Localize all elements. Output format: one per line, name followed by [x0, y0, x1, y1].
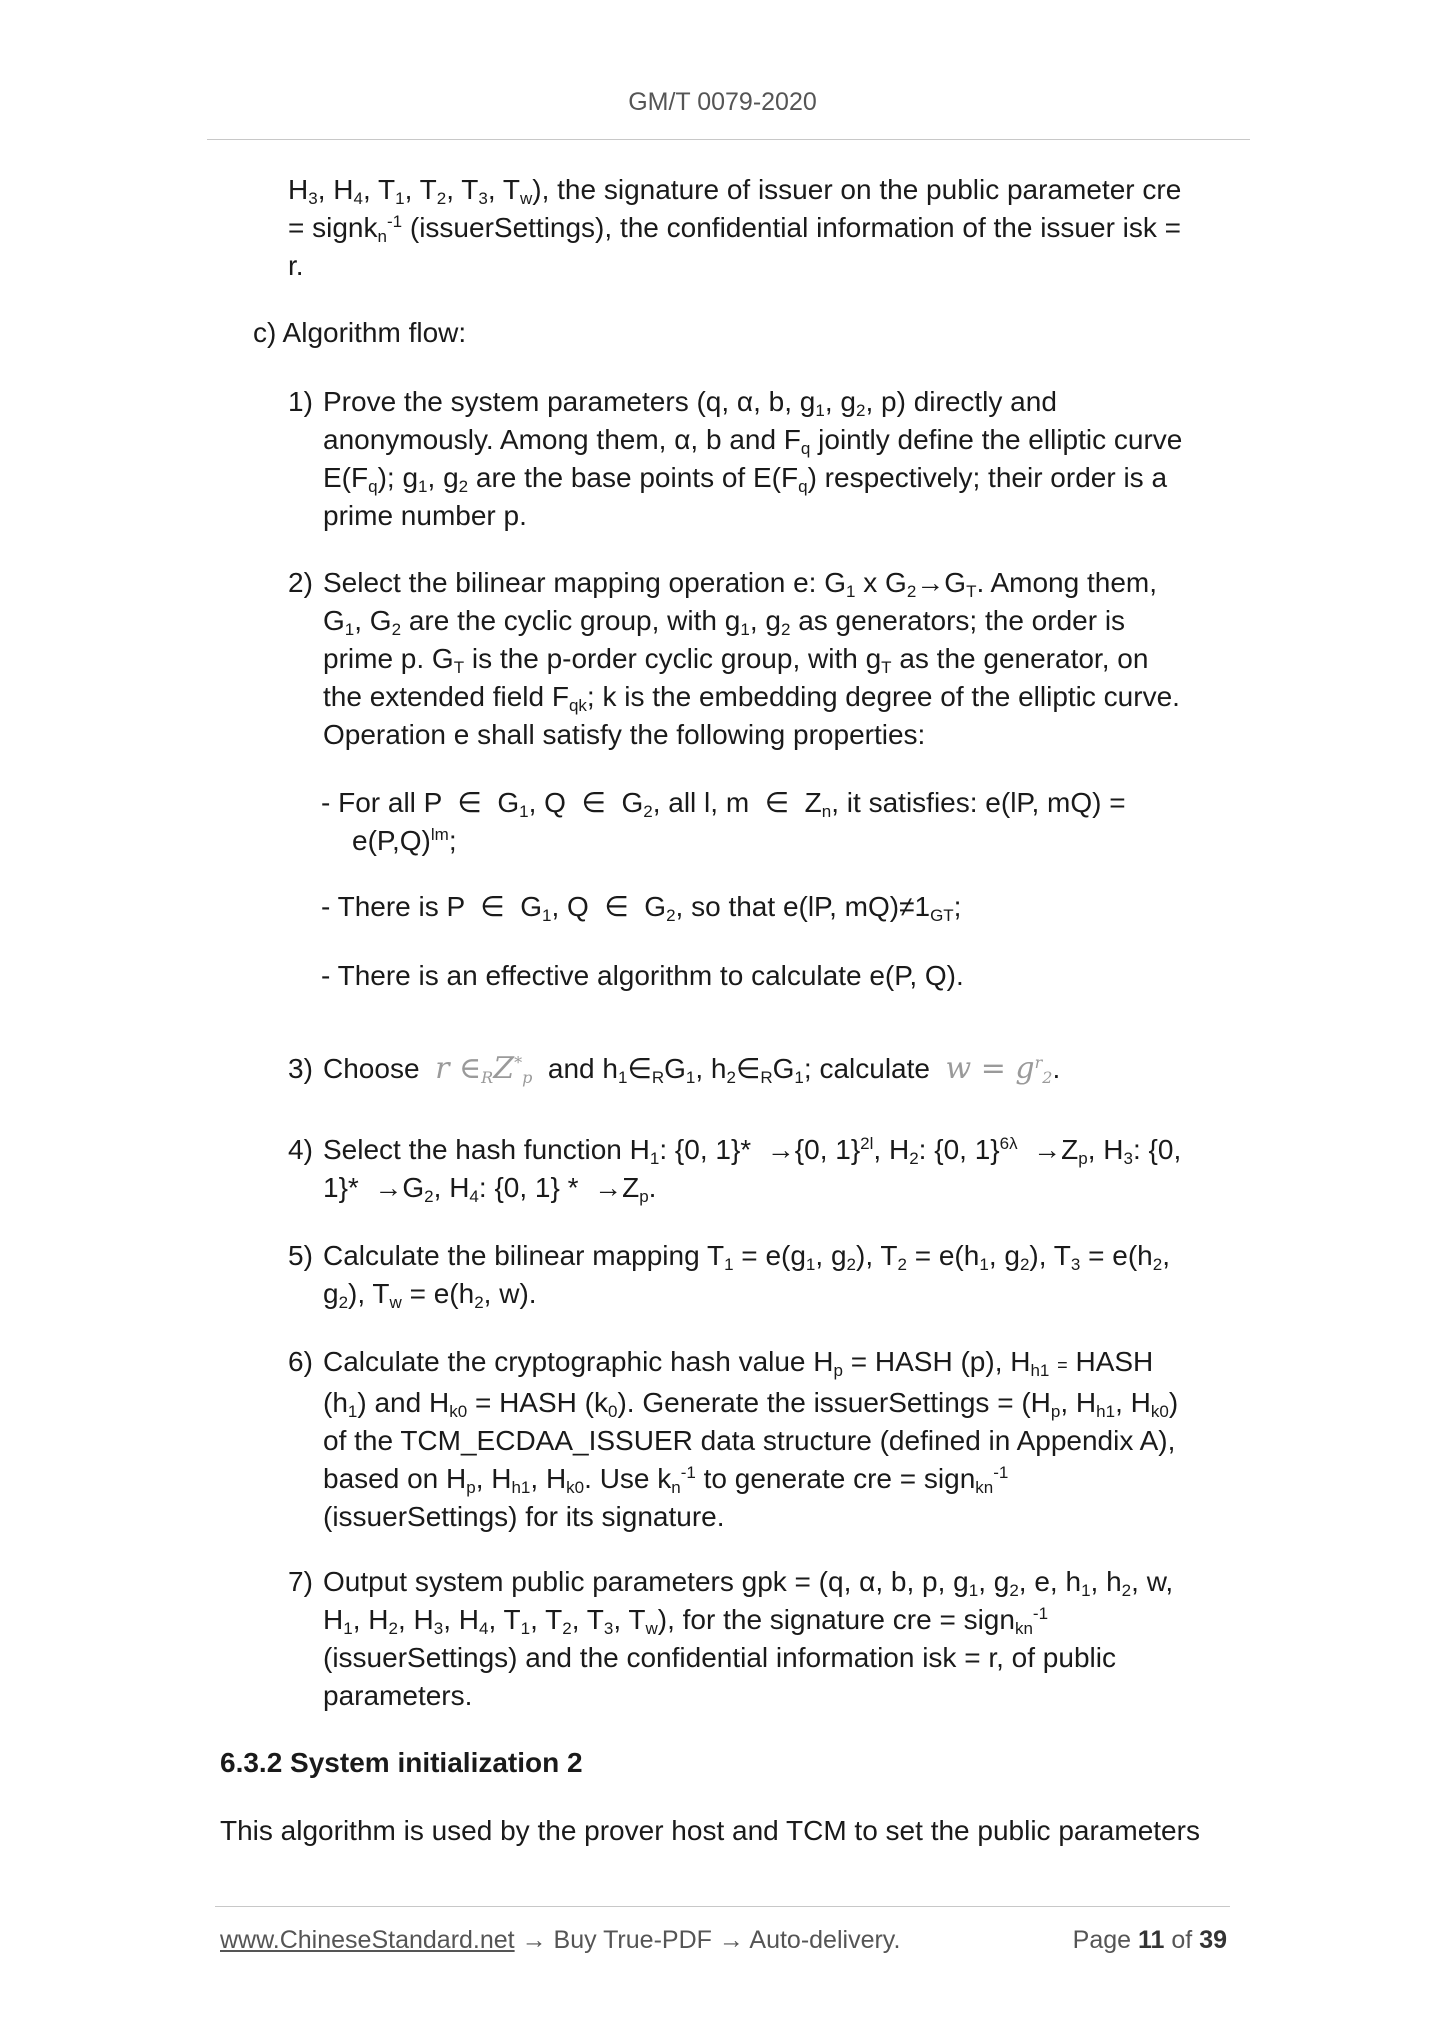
- step-5: 5) Calculate the bilinear mapping $T_1 = e(g_1$, $g_2$), $T_2 = e(h_1$, $g_2$), $T_3 = e(h_2$, $g_2$), $T_w = e(h_2$, w).: [323, 1237, 1170, 1313]
- property-1: - For all P ∈ $G_1$, Q ∈ $G_2$, all l, m ∈ $Z_n$, it satisfies: e(lP, mQ) = $e(P,Q)^{lm}$;: [321, 787, 1126, 856]
- step-number: 5): [288, 1240, 313, 1271]
- of-label: of: [1171, 1926, 1193, 1954]
- closing-paragraph: This algorithm is used by the prover host and TCM to set the public parameters: [220, 1815, 1200, 1846]
- section-heading-6-3-2: 6.3.2 System initialization 2: [220, 1747, 583, 1778]
- math-w-equals-image: $w = g^r_2$: [945, 1051, 1053, 1087]
- step-4: 4) Select the hash function $H_1$: {0, 1}* →{0, 1}$^{2l}$, $H_2$: {0, $1\}^{6\lambda} \to Z_p$, $H_3$: {0, $1\}* \to G_2$, $H_4$: {0, $1\} * \to Z_p$.: [323, 1131, 1181, 1207]
- total-pages: 39: [1199, 1926, 1227, 1954]
- page-number: 11: [1137, 1926, 1165, 1954]
- step-1: 1) Prove the system parameters (q, α, b, $g_1$, $g_2$, p) directly and anonymously. Among them, α, b and $F_q$ jointly define the elliptic curve $E(F_q)$; $g_1$, $g_2$ are the base points of $E(F_q)$ respectively; their order is a prime number p.: [323, 383, 1182, 535]
- section-c-label: c) Algorithm flow:: [253, 317, 467, 348]
- page-label: Page: [1072, 1926, 1132, 1954]
- document-id-header: GM/T 0079-2020: [628, 88, 817, 116]
- step-6: 6) Calculate the cryptographic hash value $H_p$ = HASH (p), $H_{h1}$ = HASH $(h_1)$ and $H_{k0}$ = HASH $(k_0)$. Generate the issuerSettings = ($H_p$, $H_{h1}$, $H_{k0}$) of the TCM_ECDAA_ISSUER data structure (defined in Appendix A), based on $H_p$, $H_{h1}$, $H_{k0}$. Use $k_n^{-1}$ to generate cre = sign$_{kn}^{-1}$ (issuerSettings) for its signature.: [323, 1343, 1178, 1536]
- math-r-in-zp-image: r $\in_RZ^*_p$: [435, 1051, 533, 1087]
- step-number: 4): [288, 1134, 313, 1165]
- step-number: 2): [288, 567, 313, 598]
- step-7: 7) Output system public parameters gpk = (q, α, b, p, $g_1$, $g_2$, e, $h_1$, $h_2$, w, $H_1$, $H_2$, $H_3$, $H_4$, $T_1$, $T_2$, $T_3$, $T_w$), for the signature cre = sign$_{kn}^{-1}$ (issuerSettings) and the confidential information isk = r, of public parameters.: [323, 1563, 1173, 1715]
- step-number: 7): [288, 1566, 313, 1597]
- property-2: - There is P ∈ $G_1$, Q ∈ $G_2$, so that e(lP, $mQ)\ne 1_{GT}$;: [321, 891, 962, 925]
- page-indicator: [1073, 1926, 1227, 1955]
- step-number: 3): [288, 1053, 313, 1084]
- website-link[interactable]: www.ChineseStandard.net: [220, 1926, 515, 1954]
- step-number: 6): [288, 1346, 313, 1377]
- property-3: - There is an effective algorithm to calculate e(P, Q).: [321, 960, 964, 991]
- footer-divider: [215, 1906, 1230, 1907]
- intro-paragraph: $H_3$, $H_4$, $T_1$, $T_2$, $T_3$, $T_w$), the signature of issuer on the public parameter cre = signk$_n^{-1}$ (issuerSettings), the confidential information of the issuer isk = r.: [288, 174, 1182, 281]
- header-divider: [207, 139, 1250, 140]
- footer-promo: → Buy True-PDF → Auto-delivery.: [514, 1926, 901, 1954]
- step-number: 1): [288, 386, 313, 417]
- step-2: 2) Select the bilinear mapping operation e: $G_1$ x $G_2\to G_T$. Among them, $G_1$, $G_2$ are the cyclic group, with $g_1$, $g_2$ as generators; the order is prime p. $G_T$ is the p-order cyclic group, with $g_T$ as the generator, on the extended field $F_{qk}$; k is the embedding degree of the elliptic curve. Operation e shall satisfy the following properties:: [323, 564, 1180, 754]
- step-3: 3) Choose r $\in_RZ^*_p$ and $h_1\in_RG_1$, $h_2\in_RG_1$; calculate $w = g^r_2$.: [288, 1051, 1061, 1087]
- footer-left: [220, 1926, 900, 1955]
